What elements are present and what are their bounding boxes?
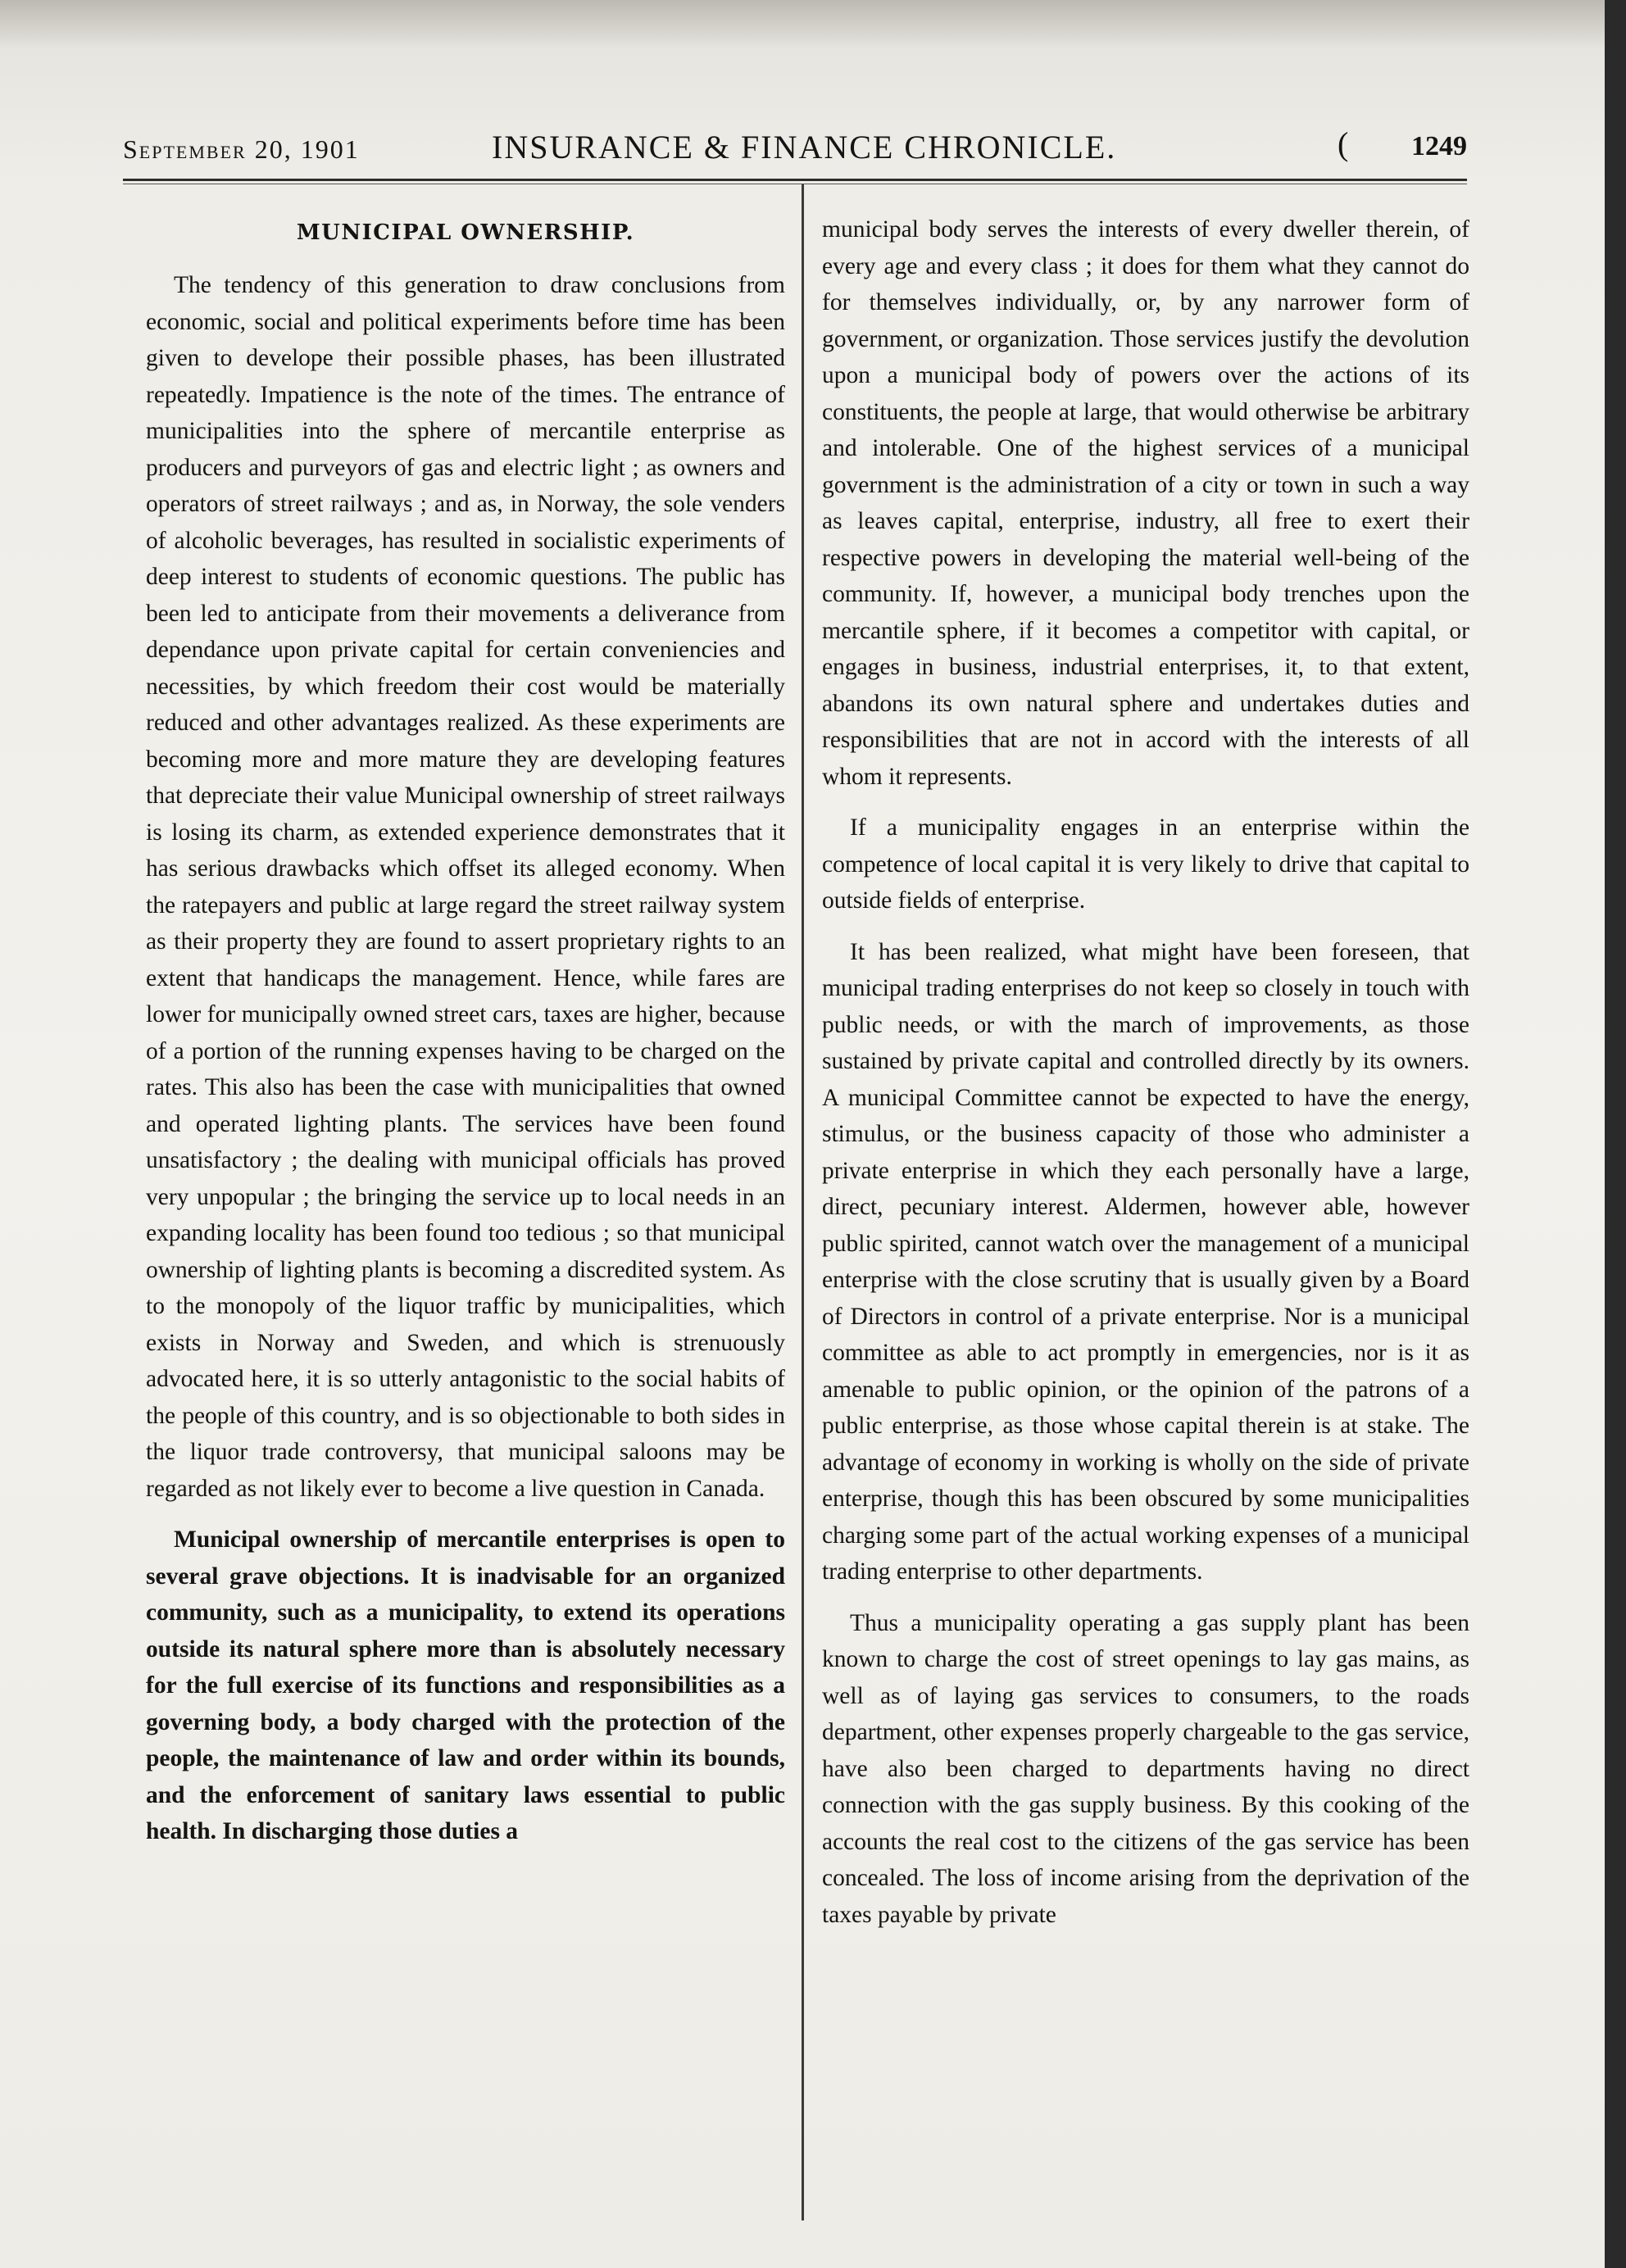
page-header [123,123,1467,172]
header-rule [123,179,1467,184]
left-column [146,213,785,1865]
header-mark: ( [1338,125,1349,162]
right-continuation-paragraph: municipal body serves the interests of every dweller therein, of every age and every class ; it does for them what they cannot do for themselves individually, or, by any narrower form of government, or organization. Those services justify the devolution upon a municipal body of powers over the actions of its constituents, the people at large, that would otherwise be arbitrary and intolerable. One of the highest services of a municipal government is the administration of a city or town in such a way as leaves capital, enterprise, industry, all free to exert their respective powers in developing the material well-being of the community. If, however, a municipal body trenches upon the mercantile sphere, if it becomes a competitor with capital, or engages in business, industrial enterprises, it, to that extent, abandons its own natural sphere and undertakes duties and responsibilities that are not in accord with the interests of all whom it represents. [822,216,1469,790]
column-divider [802,184,804,2220]
right-paragraph-3: Thus a municipality operating a gas supply plant has been known to charge the cost of street openings to lay gas mains, as well as of laying gas services to consumers, to the roads department, other expenses properly chargeable to the gas service, have also been charged to departments having no direct connection with the gas supply business. By this cooking of the accounts the real cost to the citizens of the gas service has been concealed. The loss of income arising from the deprivation of the taxes payable by private [822,1609,1469,1928]
left-paragraph-1: The tendency of this generation to draw conclusions from economic, social and political experiments before time has been given to develope their possible phases, has been illustrated repeatedly. Impatience is the note of the times. The entrance of municipalities into the sphere of mercantile enterprise as producers and purveyors of gas and electric light ; as owners and operators of street railways ; and as, in Norway, the sole venders of alcoholic beverages, has resulted in socialistic experiments of deep interest to students of economic questions. The public has been led to anticipate from their movements a deliverance from dependance upon private capital for certain conveniencies and necessities, by which freedom their cost would be materially reduced and other advantages realized. As these experiments are becoming more and more mature they are developing features that depreciate their value Municipal ownership of street railways is losing its charm, as extended experience demonstrates that it has serious drawbacks which offset its alleged economy. When the ratepayers and public at large regard the street railway system as their property they are found to assert proprietary rights to an extent that handicaps the management. Hence, while fares are lower for municipally owned street cars, taxes are higher, because of a portion of the running expenses having to be charged on the rates. This also has been the case with municipalities that owned and operated lighting plants. The services have been found unsatisfactory ; the dealing with municipal officials has proved very unpopular ; the bringing the service up to local needs in an expanding locality has been found too tedious ; so that municipal ownership of lighting plants is becoming a discredited system. As to the monopoly of the liquor traffic by municipalities, which exists in Norway and Sweden, and which is strenuously advocated here, it is so utterly antagonistic to the social habits of the people of this country, and is so objectionable to both sides in the liquor trade controversy, that municipal saloons may be regarded as not likely ever to become a live question in Canada. [146,272,785,1502]
right-paragraph-1: If a municipality engages in an enterprise within the competence of local capital it is very likely to drive that capital to outside fields of enterprise. [822,814,1469,914]
left-paragraph-2: Municipal ownership of mercantile enterprises is open to several grave objections. It is inadvisable for an organized community, such as a municipality, to extend its operations outside its natural sphere more than is absolutely necessary for the full exercise of its functions and responsibilities as a governing body, a body charged with the protection of the people, the maintenance of law and order within its bounds, and the enforcement of sanitary laws essential to public health. In discharging those duties a [146,1526,785,1844]
right-paragraph-2: It has been realized, what might have been foreseen, that municipal trading enterprises do not keep so closely in touch with public needs, or with the march of improvements, as those sustained by private capital and controlled directly by its owners. A municipal Committee cannot be expected to have the energy, stimulus, or the business capacity of those who administer a private enterprise in which they each personally have a large, direct, pecuniary interest. Aldermen, however able, however public spirited, cannot watch over the management of a municipal enterprise with the close scrutiny that is usually given by a Board of Directors in control of a private enterprise. Nor is a municipal committee as able to act promptly in emergencies, nor is it as amenable to public opinion, or the opinion of the patrons of a public enterprise, as those whose capital therein is at stake. The advantage of economy in working is wholly on the side of private enterprise, though this has been obscured by some municipalities charging some part of the actual working expenses of a municipal trading enterprise to other departments. [822,938,1469,1585]
header-page-number: 1249 [1411,131,1467,161]
header-date: September 20, 1901 [123,134,360,164]
page-top-shadow [0,0,1626,49]
page-right-edge [1605,0,1626,2268]
right-column [822,211,1469,1948]
header-title: INSURANCE & FINANCE CHRONICLE. [492,129,1117,166]
article-heading: MUNICIPAL OWNERSHIP. [296,220,635,245]
